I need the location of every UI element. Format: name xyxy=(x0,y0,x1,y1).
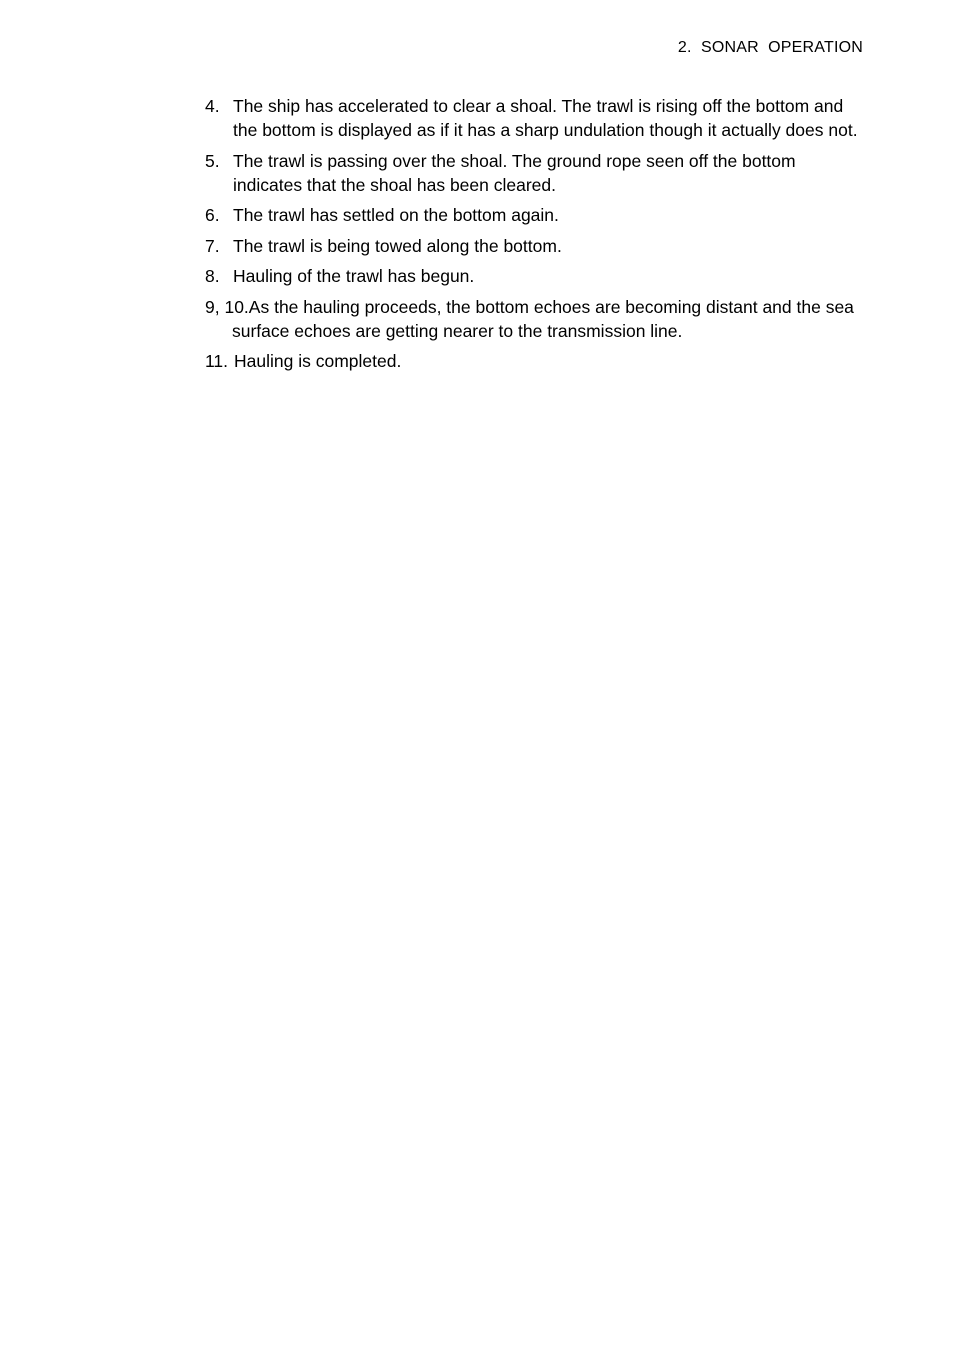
item-text: The trawl has settled on the bottom again. xyxy=(233,205,559,225)
list-item-7 xyxy=(205,234,865,258)
item-number: 6. xyxy=(205,205,220,225)
item-text: The trawl is passing over the shoal. The ground rope seen off the bottom indicates that the shoal has been cleared. xyxy=(233,150,796,195)
item-number: 8. xyxy=(205,266,220,286)
item-text: Hauling of the trawl has begun. xyxy=(233,266,475,286)
item-number: 4. xyxy=(205,96,220,116)
item-text: Hauling is completed. xyxy=(234,351,402,371)
item-text: The ship has accelerated to clear a shoal. The trawl is rising off the bottom and the bottom is displayed as if it has a sharp undulation though it actually does not. xyxy=(233,96,858,140)
item-number: 9, 10. xyxy=(205,296,249,317)
list-item-5 xyxy=(205,149,865,197)
list-item-6 xyxy=(205,203,865,227)
item-text: As the hauling proceeds, the bottom echoes are becoming distant and the sea surface echoes are getting nearer to the transmission line. xyxy=(232,296,854,341)
item-number: 11. xyxy=(205,351,229,371)
list-item-4 xyxy=(205,94,865,142)
procedure-list xyxy=(205,94,865,380)
list-item-9-10 xyxy=(205,295,865,343)
item-text: The trawl is being towed along the bottom. xyxy=(233,235,562,256)
item-number: 5. xyxy=(205,150,220,171)
list-item-8 xyxy=(205,264,865,288)
section-header: 2. SONAR OPERATION xyxy=(677,39,863,56)
list-item-11 xyxy=(205,349,865,373)
item-number: 7. xyxy=(205,235,220,256)
